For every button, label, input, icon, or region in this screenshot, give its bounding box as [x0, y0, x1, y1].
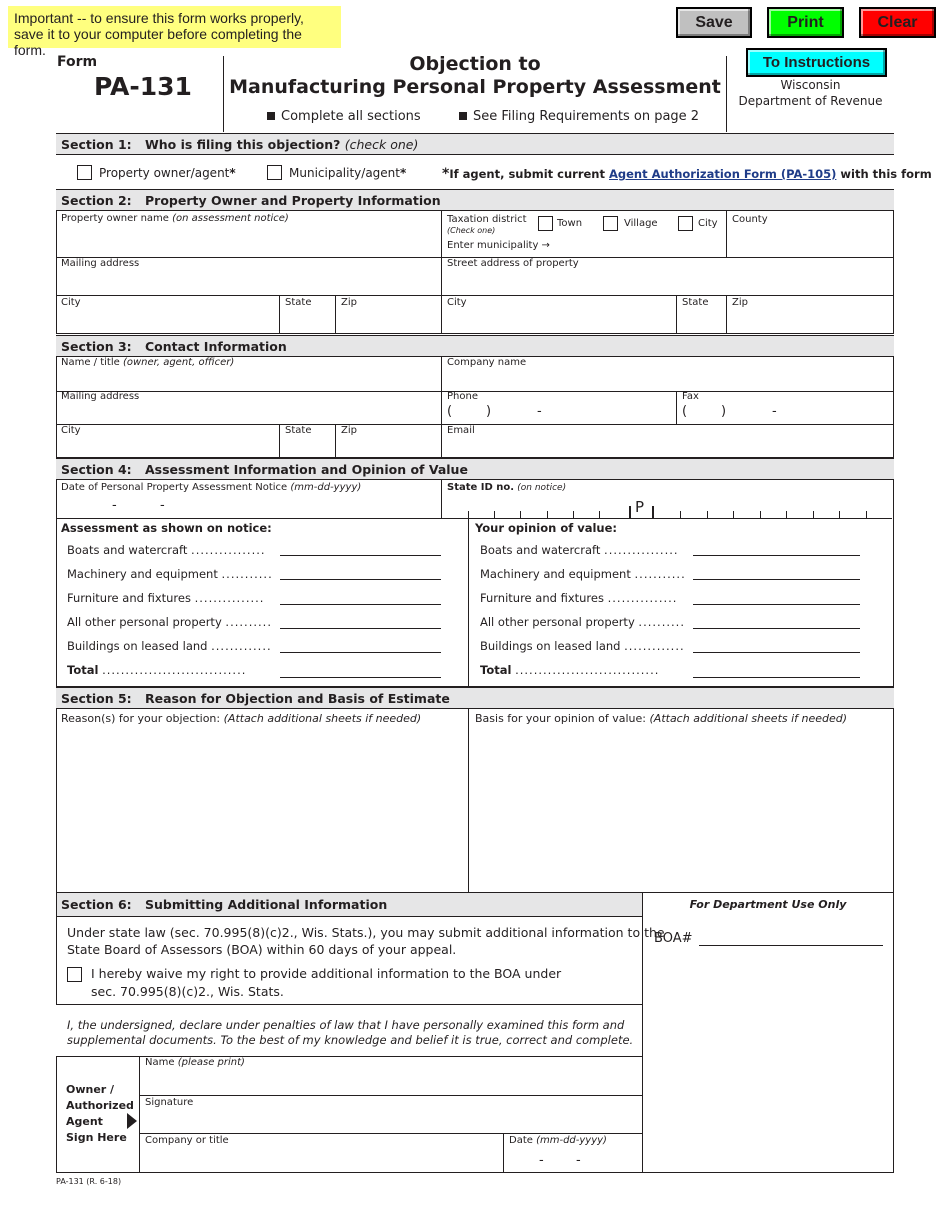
- opinion-row-furniture: [480, 591, 677, 605]
- opinion-row-label: Buildings on leased land: [480, 639, 621, 653]
- owner-name-label: [61, 213, 289, 224]
- section-6-number: Section 6:: [61, 897, 132, 912]
- company-name-field[interactable]: [442, 370, 893, 390]
- sign-here-line-3: Agent: [66, 1115, 103, 1128]
- enter-municipality-label: Enter municipality →: [447, 240, 550, 251]
- fax-paren-close: ): [721, 404, 727, 419]
- contact-name-field[interactable]: [57, 370, 440, 390]
- property-city-label: City: [447, 297, 467, 308]
- contact-city-label: City: [61, 425, 81, 436]
- form-title-line-1: Objection to: [409, 53, 541, 75]
- state-id-tick: [494, 511, 495, 519]
- save-notice: [8, 6, 341, 58]
- sig-signature-label: Signature: [145, 1097, 194, 1108]
- phone-field[interactable]: [442, 403, 675, 423]
- basis-text: Basis for your opinion of value:: [475, 712, 646, 725]
- city-option-label: City: [698, 218, 718, 229]
- owner-name-note: (on assessment notice): [172, 213, 289, 224]
- section-3-title: Contact Information: [145, 339, 287, 354]
- leader-dots: ................: [604, 543, 679, 557]
- assess-row-furniture: [67, 591, 264, 605]
- owner-zip-label: Zip: [341, 297, 357, 308]
- opinion-other-field[interactable]: [693, 613, 860, 628]
- town-label: Town: [557, 218, 583, 229]
- property-owner-checkbox[interactable]: [77, 165, 92, 180]
- agency-line-1: Wisconsin: [780, 78, 841, 92]
- opinion-row-other: [480, 615, 685, 629]
- municipality-field[interactable]: [550, 238, 725, 256]
- declaration-line-1: I, the undersigned, declare under penalties of law that I have personally examined this form and: [67, 1018, 625, 1032]
- waive-line-1: I hereby waive my right to provide additional information to the BOA under: [91, 966, 562, 981]
- section-1-title-note: (check one): [344, 137, 419, 152]
- state-id-tick: [707, 511, 708, 519]
- agent-note: [442, 166, 932, 182]
- opinion-boats-line: [693, 555, 860, 556]
- instructions-button[interactable]: To Instructions: [746, 48, 887, 77]
- sig-border-left: [56, 1056, 57, 1173]
- assess-row-buildings: [67, 639, 272, 653]
- owner-mailing-label: Mailing address: [61, 258, 140, 269]
- basis-field[interactable]: [469, 726, 892, 891]
- basis-label: [475, 712, 847, 725]
- s5-border-right: [893, 709, 894, 893]
- boa-field[interactable]: [699, 928, 883, 945]
- property-state-label: State: [682, 297, 709, 308]
- city-checkbox[interactable]: [678, 216, 693, 231]
- boa-label: BOA#: [654, 931, 693, 946]
- assess-other-field[interactable]: [280, 613, 441, 628]
- sig-date-field[interactable]: [504, 1148, 642, 1171]
- sig-company-field[interactable]: [140, 1148, 502, 1171]
- form-word: Form: [57, 54, 98, 70]
- leader-dots: ...........: [634, 567, 686, 581]
- phone-paren-close: ): [486, 404, 492, 419]
- contact-name-note: (owner, agent, officer): [122, 357, 235, 368]
- bullet-filing-requirements: [459, 109, 699, 124]
- state-id-tick: [573, 511, 574, 519]
- assess-row-label: Boats and watercraft: [67, 543, 188, 557]
- section-3-number: Section 3:: [61, 339, 132, 354]
- check-one-note: (Check one): [447, 226, 496, 235]
- sig-bottom-line: [56, 1172, 894, 1173]
- s6-box-bottom: [56, 1004, 643, 1005]
- section-4-header: [56, 458, 894, 480]
- s3-border-right: [893, 357, 894, 458]
- fax-dash: -: [772, 404, 777, 419]
- bullet-square-icon: [267, 112, 275, 120]
- opinion-buildings-line: [693, 652, 860, 653]
- s4-date-bottom: [56, 518, 442, 519]
- opinion-boats-field[interactable]: [693, 540, 860, 555]
- declaration-text: [67, 1018, 634, 1048]
- contact-mailing-field[interactable]: [57, 403, 440, 423]
- save-button[interactable]: Save: [676, 7, 752, 38]
- sig-name-text: Name: [145, 1057, 175, 1068]
- assess-furniture-field[interactable]: [280, 589, 441, 604]
- waive-checkbox[interactable]: [67, 967, 82, 982]
- assess-boats-line: [280, 555, 441, 556]
- contact-name-label: [61, 357, 234, 368]
- sign-here-line-2: Authorized: [66, 1099, 134, 1112]
- assess-row-total: [67, 663, 246, 677]
- opinion-furniture-line: [693, 604, 860, 605]
- municipality-checkbox[interactable]: [267, 165, 282, 180]
- contact-name-text: Name / title: [61, 357, 120, 368]
- property-owner-option-label: [99, 166, 236, 180]
- assess-machinery-line: [280, 579, 441, 580]
- section-6-title: Submitting Additional Information: [145, 897, 388, 912]
- assess-buildings-line: [280, 652, 441, 653]
- state-id-text: State ID no.: [447, 482, 515, 493]
- owner-city-field[interactable]: [57, 309, 278, 332]
- assess-total-line: [280, 677, 441, 678]
- owner-city-label: City: [61, 297, 81, 308]
- reasons-note: (Attach additional sheets if needed): [223, 712, 422, 725]
- sig-name-field[interactable]: [140, 1070, 642, 1094]
- state-id-note: (on notice): [517, 483, 567, 493]
- leader-dots: ...............: [607, 591, 678, 605]
- state-id-tick: [813, 511, 814, 519]
- sig-date-label: [509, 1135, 607, 1146]
- notice-date-text: Date of Personal Property Assessment Notice: [61, 482, 288, 493]
- opinion-row-label: Furniture and fixtures: [480, 591, 604, 605]
- waive-line-2: sec. 70.995(8)(c)2., Wis. Stats.: [91, 984, 284, 999]
- contact-state-label: State: [285, 425, 312, 436]
- notice-date-field[interactable]: [57, 495, 440, 517]
- bullet-filing-text: See Filing Requirements on page 2: [473, 109, 700, 124]
- state-id-tick: [652, 506, 654, 519]
- state-id-tick: [629, 506, 631, 519]
- company-name-label: Company name: [447, 357, 527, 368]
- section-2-number: Section 2:: [61, 193, 132, 208]
- opinion-row-total: [480, 663, 659, 677]
- state-id-tick: [786, 511, 787, 519]
- sig-date-format: (mm-dd-yyyy): [536, 1135, 607, 1146]
- property-zip-field[interactable]: [727, 309, 893, 332]
- assess-other-line: [280, 628, 441, 629]
- sig-row-line-1: [139, 1095, 643, 1096]
- opinion-row-label: Machinery and equipment: [480, 567, 631, 581]
- leader-dots: ................: [191, 543, 266, 557]
- state-id-comb: [442, 511, 892, 519]
- form-title-line-2: Manufacturing Personal Property Assessment: [229, 76, 721, 98]
- state-id-tick: [520, 511, 521, 519]
- leader-dots: ..........: [225, 615, 272, 629]
- state-id-prefix: P: [635, 498, 645, 516]
- opinion-total-line: [693, 677, 860, 678]
- print-button[interactable]: Print: [767, 7, 844, 38]
- county-label: County: [732, 214, 768, 225]
- opinion-row-label: Boats and watercraft: [480, 543, 601, 557]
- s4-values-divider: [468, 518, 469, 687]
- sign-here-label: [66, 1082, 134, 1146]
- sig-signature-field[interactable]: [140, 1110, 642, 1132]
- owner-zip-field[interactable]: [336, 309, 440, 332]
- contact-mailing-label: Mailing address: [61, 391, 140, 402]
- leader-dots: ...............................: [515, 663, 660, 677]
- leader-dots: ...............: [194, 591, 265, 605]
- assess-row-label: Machinery and equipment: [67, 567, 218, 581]
- sig-company-label: Company or title: [145, 1135, 229, 1146]
- form-number: PA-131: [94, 72, 192, 101]
- state-id-tick: [733, 511, 734, 519]
- sig-name-note: (please print): [177, 1057, 245, 1068]
- property-zip-label: Zip: [732, 297, 748, 308]
- sign-here-line-4: Sign Here: [66, 1131, 127, 1144]
- assess-buildings-field[interactable]: [280, 637, 441, 652]
- declaration-line-2: supplemental documents. To the best of my knowledge and belief it is true, correct and complete.: [67, 1033, 634, 1047]
- law-line-1: Under state law (sec. 70.995(8)(c)2., Wis. Stats.), you may submit additional information to the: [67, 925, 665, 940]
- village-label: Village: [624, 218, 658, 229]
- phone-label: Phone: [447, 391, 478, 402]
- municipality-option-text: Municipality/agent: [289, 166, 400, 180]
- s6-border-right: [893, 893, 894, 1173]
- reasons-field[interactable]: [57, 726, 467, 891]
- leader-dots: .............: [211, 639, 272, 653]
- state-id-comb-base: [442, 518, 892, 519]
- s2-row-line-2: [56, 295, 894, 296]
- property-city-field[interactable]: [442, 309, 675, 332]
- property-owner-option-text: Property owner/agent: [99, 166, 230, 180]
- opinion-row-label: Total: [480, 663, 512, 677]
- leader-dots: ...........: [221, 567, 273, 581]
- state-id-tick: [547, 511, 548, 519]
- contact-city-field[interactable]: [57, 437, 278, 456]
- opinion-machinery-line: [693, 579, 860, 580]
- boa-line: [699, 945, 883, 946]
- bullet-complete-sections: [267, 109, 421, 124]
- municipality-option-label: [289, 166, 406, 180]
- s2-border-right: [893, 211, 894, 334]
- bullet-complete-text: Complete all sections: [281, 109, 421, 124]
- section-6-header: [56, 893, 643, 917]
- section-3-header: [56, 335, 894, 357]
- notice-date-dash-2: -: [160, 498, 165, 513]
- agency-line-2: Department of Revenue: [738, 94, 883, 108]
- town-checkbox[interactable]: [538, 216, 553, 231]
- opinion-furniture-field[interactable]: [693, 589, 860, 604]
- owner-state-label: State: [285, 297, 312, 308]
- state-id-tick: [599, 511, 600, 519]
- fax-paren-open: (: [682, 404, 688, 419]
- municipality-asterisk: *: [399, 166, 407, 180]
- notice-date-dash-1: -: [112, 498, 117, 513]
- section-1-title: [145, 137, 418, 152]
- opinion-buildings-field[interactable]: [693, 637, 860, 652]
- assess-row-other: [67, 615, 272, 629]
- email-field[interactable]: [442, 437, 893, 456]
- section-2-header: [56, 189, 894, 211]
- reasons-text: Reason(s) for your objection:: [61, 712, 221, 725]
- notice-date-label: [61, 482, 361, 493]
- section-1-number: Section 1:: [61, 137, 132, 152]
- email-label: Email: [447, 425, 475, 436]
- opinion-header: Your opinion of value:: [475, 521, 618, 535]
- state-id-label: [447, 482, 566, 493]
- section-5-header: [56, 687, 894, 709]
- notice-line-2: save it to your computer before completing the form.: [14, 26, 302, 58]
- property-owner-asterisk: *: [229, 166, 236, 180]
- assess-furniture-line: [280, 604, 441, 605]
- notice-line-1: Important -- to ensure this form works properly,: [14, 10, 304, 26]
- opinion-row-machinery: [480, 567, 686, 581]
- agent-note-post: with this form: [836, 167, 932, 181]
- assess-row-boats: [67, 543, 266, 557]
- leader-dots: .............: [624, 639, 685, 653]
- section-1-title-text: Who is filing this objection?: [145, 137, 341, 152]
- waive-text: [91, 965, 561, 1001]
- owner-name-text: Property owner name: [61, 213, 169, 224]
- county-field[interactable]: [727, 228, 893, 256]
- opinion-other-line: [693, 628, 860, 629]
- owner-mailing-field[interactable]: [57, 270, 440, 294]
- opinion-row-buildings: [480, 639, 685, 653]
- contact-zip-label: Zip: [341, 425, 357, 436]
- bullet-square-icon: [459, 112, 467, 120]
- assessment-header: Assessment as shown on notice:: [61, 521, 272, 535]
- state-id-tick: [866, 511, 867, 519]
- leader-dots: ...............................: [102, 663, 247, 677]
- notice-date-format: (mm-dd-yyyy): [290, 482, 362, 493]
- sig-date-dash-2: -: [576, 1153, 581, 1168]
- assess-total-field[interactable]: [280, 662, 441, 677]
- s2-bottom-line: [56, 333, 894, 334]
- opinion-row-label: All other personal property: [480, 615, 635, 629]
- contact-state-field[interactable]: [280, 437, 334, 456]
- street-address-field[interactable]: [442, 270, 893, 294]
- form-revision: PA-131 (R. 6-18): [56, 1177, 122, 1186]
- sig-date-text: Date: [509, 1135, 533, 1146]
- assess-row-label: Buildings on leased land: [67, 639, 208, 653]
- assess-machinery-field[interactable]: [280, 564, 441, 579]
- section-4-title: Assessment Information and Opinion of Value: [145, 462, 468, 477]
- contact-zip-field[interactable]: [336, 437, 440, 456]
- agent-note-pre: If agent, submit current: [449, 167, 609, 181]
- owner-state-field[interactable]: [280, 309, 334, 332]
- village-checkbox[interactable]: [603, 216, 618, 231]
- street-address-label: Street address of property: [447, 258, 579, 269]
- sig-row-line-2: [139, 1133, 643, 1134]
- s3-row-line-2: [56, 424, 894, 425]
- assess-boats-field[interactable]: [280, 540, 441, 555]
- opinion-total-field[interactable]: [693, 662, 860, 677]
- phone-dash: -: [537, 404, 542, 419]
- sign-here-line-1: Owner /: [66, 1083, 115, 1096]
- fax-label: Fax: [682, 391, 699, 402]
- state-id-tick: [839, 511, 840, 519]
- law-text: [67, 924, 665, 958]
- agent-note-asterisk: *: [442, 166, 450, 182]
- assess-row-label: All other personal property: [67, 615, 222, 629]
- sign-arrow-icon: [127, 1113, 137, 1129]
- leader-dots: ..........: [638, 615, 685, 629]
- s6-border-left: [56, 893, 57, 1005]
- section-1-header: [56, 133, 894, 155]
- reasons-label: [61, 712, 421, 725]
- clear-button[interactable]: Clear: [859, 7, 936, 38]
- owner-name-field[interactable]: [57, 226, 440, 256]
- opinion-row-boats: [480, 543, 679, 557]
- assess-row-label: Furniture and fixtures: [67, 591, 191, 605]
- opinion-machinery-field[interactable]: [693, 564, 860, 579]
- phone-paren-open: (: [447, 404, 453, 419]
- sig-date-dash-1: -: [539, 1153, 544, 1168]
- state-id-tick: [680, 511, 681, 519]
- taxation-district-label: Taxation district: [447, 214, 527, 225]
- agent-authorization-link[interactable]: Agent Authorization Form (PA-105): [609, 167, 837, 181]
- property-state-field[interactable]: [677, 309, 725, 332]
- basis-note: (Attach additional sheets if needed): [649, 712, 848, 725]
- section-4-number: Section 4:: [61, 462, 132, 477]
- section-5-title: Reason for Objection and Basis of Estimate: [145, 691, 450, 706]
- assess-row-label: Total: [67, 663, 99, 677]
- s4-border-right: [893, 480, 894, 687]
- assess-row-machinery: [67, 567, 273, 581]
- state-id-tick: [468, 511, 469, 519]
- dept-use-label: For Department Use Only: [689, 898, 847, 911]
- law-line-2: State Board of Assessors (BOA) within 60 days of your appeal.: [67, 942, 457, 957]
- section-2-title: Property Owner and Property Information: [145, 193, 441, 208]
- section-5-number: Section 5:: [61, 691, 132, 706]
- sig-name-label: [145, 1057, 245, 1068]
- state-id-tick: [760, 511, 761, 519]
- fax-field[interactable]: [677, 403, 893, 423]
